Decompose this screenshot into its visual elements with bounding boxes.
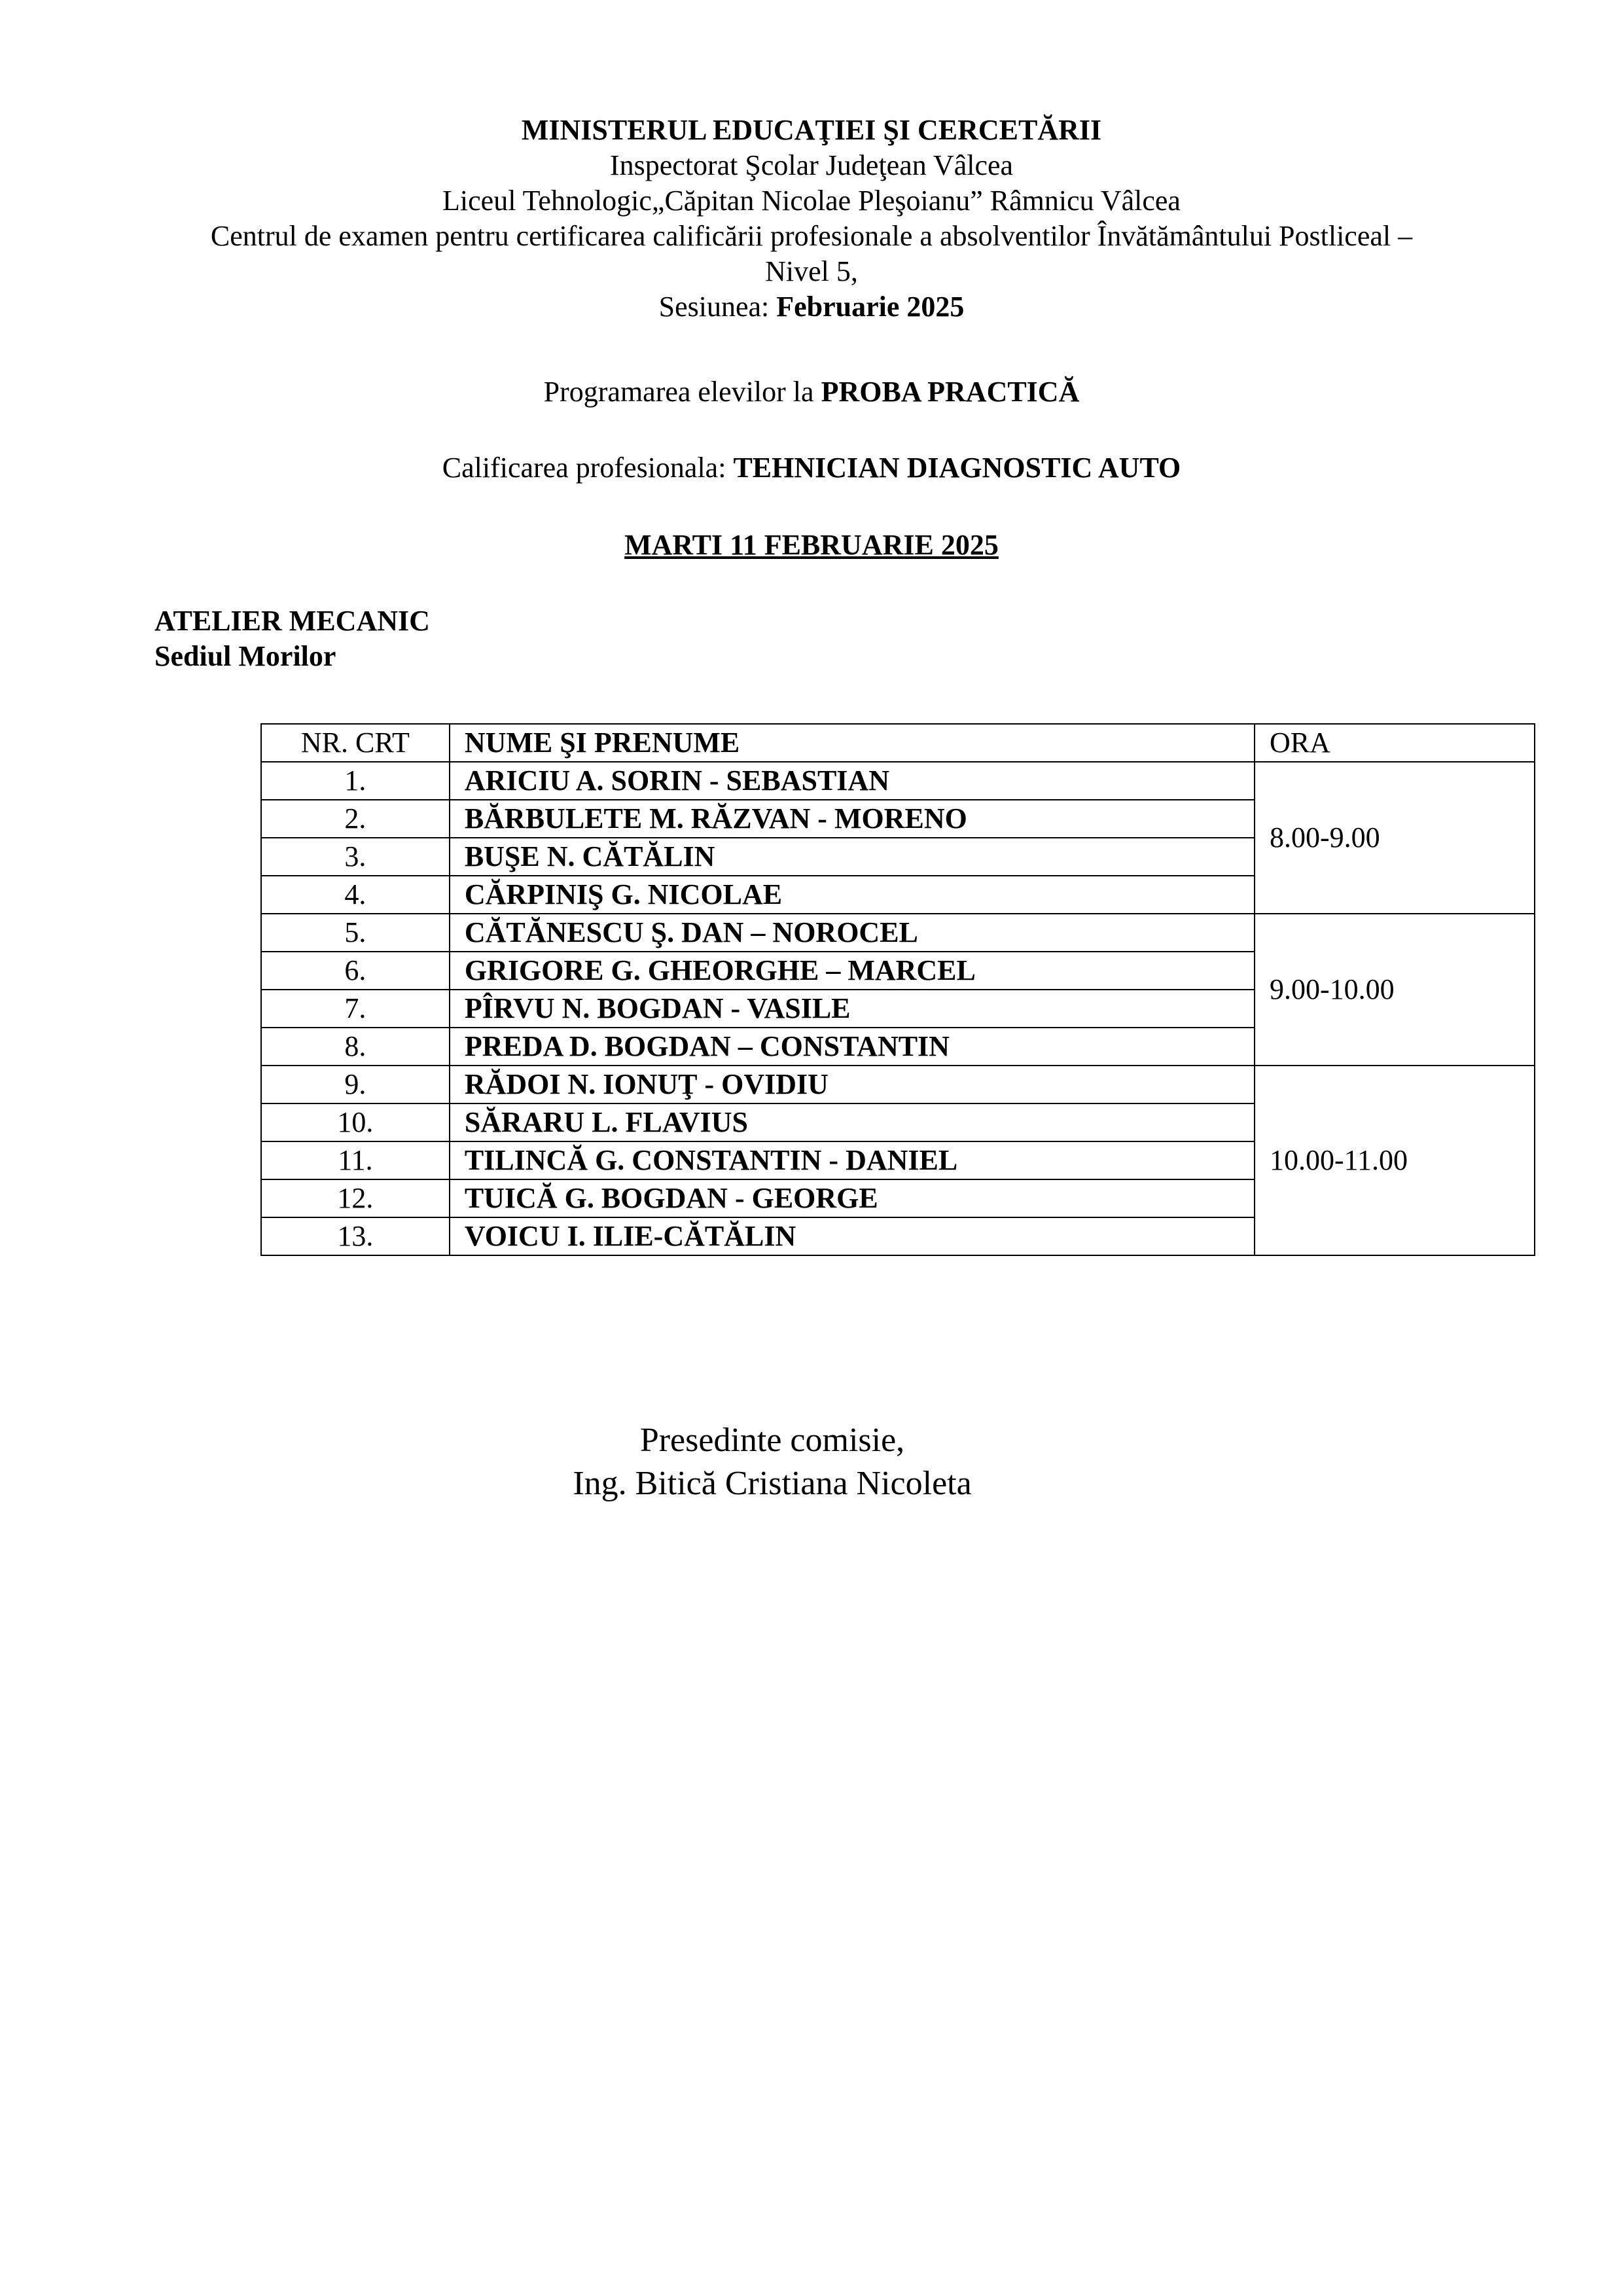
- location-block: [154, 603, 430, 674]
- student-name: SĂRARU L. FLAVIUS: [450, 1103, 1255, 1141]
- site-name: Sediul Morilor: [154, 640, 336, 672]
- exam-date: [0, 528, 1623, 563]
- programming-label: Programarea elevilor la: [543, 376, 821, 408]
- header-name: NUME ŞI PRENUME: [450, 724, 1255, 762]
- workshop-name: ATELIER MECANIC: [154, 605, 430, 637]
- qualification-line: [0, 450, 1623, 486]
- session-label: Sesiunea:: [658, 291, 777, 323]
- row-number: 5.: [261, 914, 450, 952]
- student-name: TILINCĂ G. CONSTANTIN - DANIEL: [450, 1141, 1255, 1179]
- signature-block: [0, 1419, 1623, 1505]
- table-row: [261, 1066, 1535, 1103]
- row-number: 7.: [261, 990, 450, 1028]
- row-number: 3.: [261, 838, 450, 876]
- inspectorate-line: Inspectorat Şcolar Judeţean Vâlcea: [609, 149, 1014, 181]
- student-name: CĂTĂNESCU Ş. DAN – NOROCEL: [450, 914, 1255, 952]
- time-slot: 8.00-9.00: [1255, 762, 1535, 914]
- header-ora: ORA: [1255, 724, 1535, 762]
- student-name: CĂRPINIŞ G. NICOLAE: [450, 876, 1255, 914]
- row-number: 1.: [261, 762, 450, 800]
- student-name: ARICIU A. SORIN - SEBASTIAN: [450, 762, 1255, 800]
- time-slot: 10.00-11.00: [1255, 1066, 1535, 1255]
- row-number: 4.: [261, 876, 450, 914]
- exam-date-text: MARTI 11 FEBRUARIE 2025: [624, 529, 999, 561]
- header-nr: NR. CRT: [261, 724, 450, 762]
- document-header: [131, 113, 1492, 325]
- session-value: Februarie 2025: [776, 291, 965, 323]
- table-header-row: [261, 724, 1535, 762]
- row-number: 13.: [261, 1217, 450, 1255]
- student-name: RĂDOI N. IONUŢ - OVIDIU: [450, 1066, 1255, 1103]
- programming-value: PROBA PRACTICĂ: [821, 376, 1080, 408]
- row-number: 12.: [261, 1179, 450, 1217]
- student-name: BĂRBULETE M. RĂZVAN - MORENO: [450, 800, 1255, 838]
- programming-line: [0, 374, 1623, 410]
- session-line: [131, 289, 1492, 325]
- row-number: 10.: [261, 1103, 450, 1141]
- row-number: 9.: [261, 1066, 450, 1103]
- row-number: 11.: [261, 1141, 450, 1179]
- row-number: 8.: [261, 1028, 450, 1066]
- student-name: VOICU I. ILIE-CĂTĂLIN: [450, 1217, 1255, 1255]
- row-number: 6.: [261, 952, 450, 990]
- row-number: 2.: [261, 800, 450, 838]
- student-name: GRIGORE G. GHEORGHE – MARCEL: [450, 952, 1255, 990]
- student-name: TUICĂ G. BOGDAN - GEORGE: [450, 1179, 1255, 1217]
- school-line: Liceul Tehnologic„Căpitan Nicolae Pleşoianu” Râmnicu Vâlcea: [442, 185, 1181, 217]
- qualification-label: Calificarea profesionala:: [442, 452, 734, 484]
- exam-center-line-1: Centrul de examen pentru certificarea calificării profesionale a absolventilor Învătământului Postliceal –: [210, 220, 1413, 252]
- schedule-table: [260, 723, 1535, 1256]
- ministry-title: MINISTERUL EDUCAŢIEI ŞI CERCETĂRII: [521, 114, 1102, 146]
- table-row: [261, 762, 1535, 800]
- signature-name: Ing. Bitică Cristiana Nicoleta: [573, 1465, 972, 1502]
- student-name: PÎRVU N. BOGDAN - VASILE: [450, 990, 1255, 1028]
- student-name: BUŞE N. CĂTĂLIN: [450, 838, 1255, 876]
- time-slot: 9.00-10.00: [1255, 914, 1535, 1066]
- qualification-value: TEHNICIAN DIAGNOSTIC AUTO: [733, 452, 1181, 484]
- signature-title: Presedinte comisie,: [639, 1422, 905, 1459]
- exam-center-line-2: Nivel 5,: [765, 255, 858, 287]
- table-row: [261, 914, 1535, 952]
- student-name: PREDA D. BOGDAN – CONSTANTIN: [450, 1028, 1255, 1066]
